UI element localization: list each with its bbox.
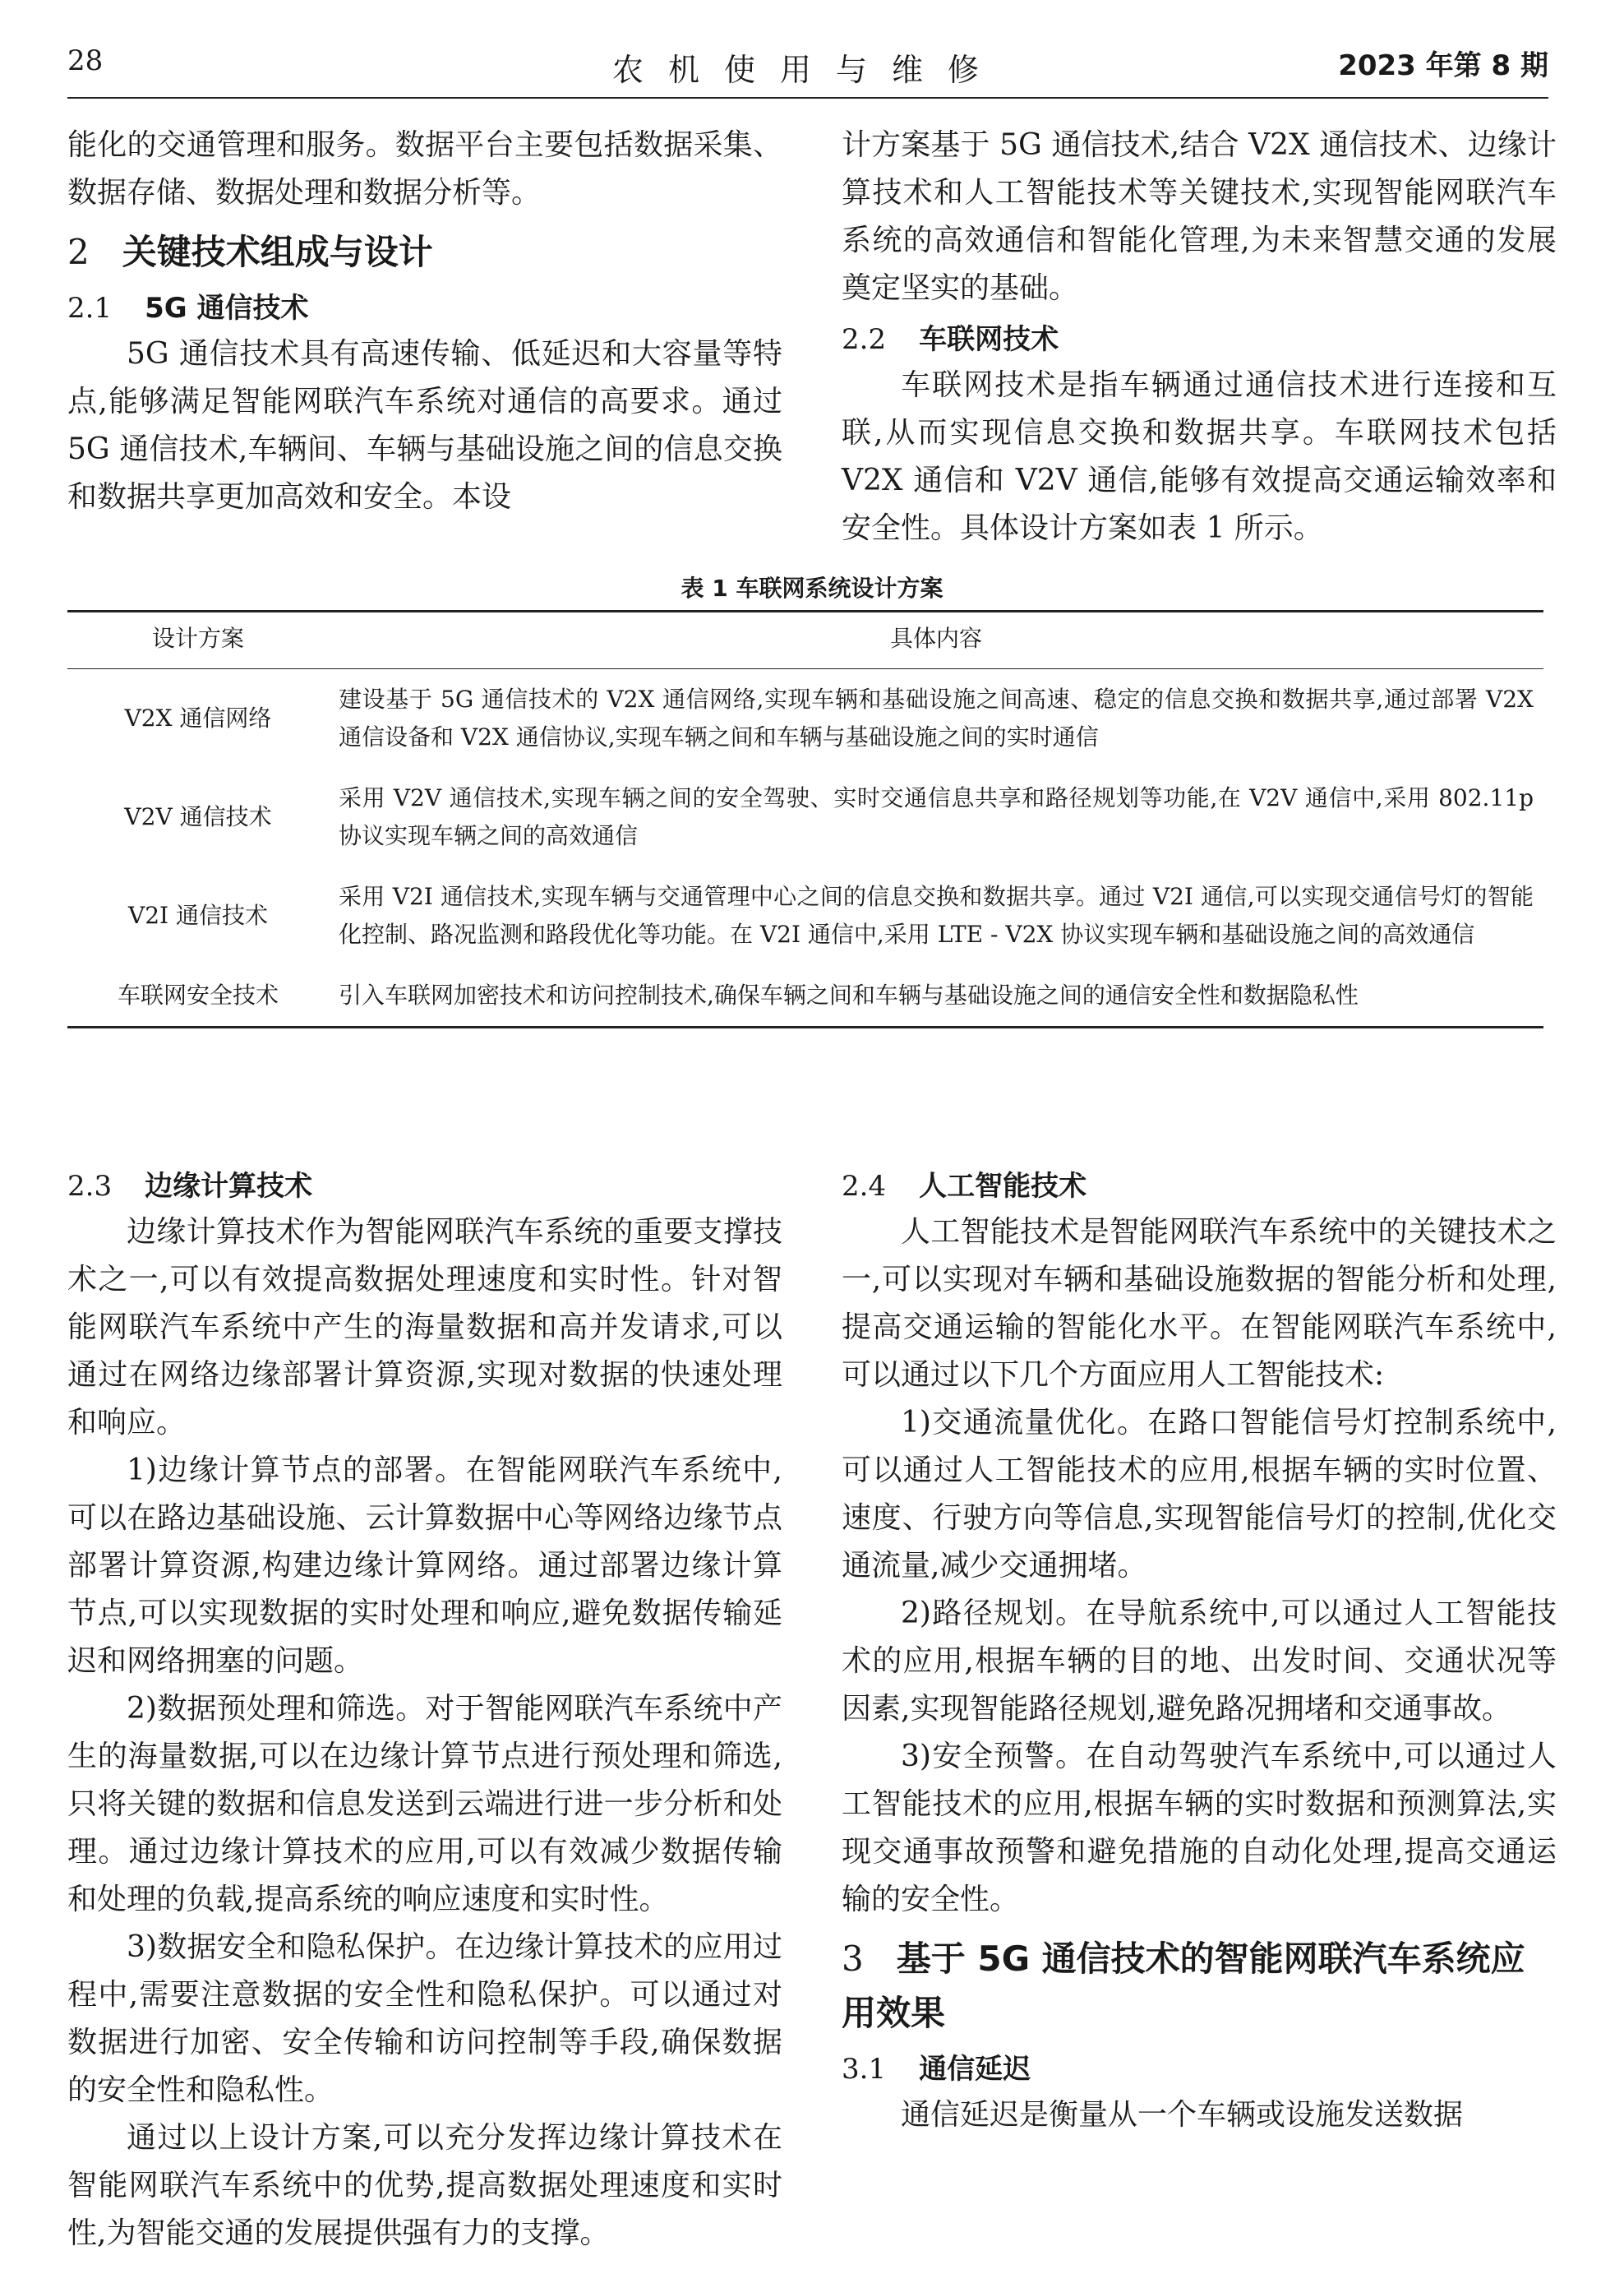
cell-content: 引入车联网加密技术和访问控制技术,确保车辆之间和车辆与基础设施之间的通信安全性和数据隐私性 (329, 965, 1543, 1028)
cell-scheme: 车联网安全技术 (67, 965, 329, 1028)
column-header: 具体内容 (329, 612, 1543, 669)
paragraph: 计方案基于 5G 通信技术,结合 V2X 通信技术、边缘计算技术和人工智能技术等关键技术,实现智能网联汽车系统的高效通信和智能化管理,为未来智慧交通的发展奠定坚实的基础。 (842, 128, 1557, 305)
paragraph: 2)路径规划。在导航系统中,可以通过人工智能技术的应用,根据车辆的目的地、出发时间、交通状况等因素,实现智能路径规划,避免路况拥堵和交通事故。 (842, 1597, 1557, 1726)
column-left-top (67, 122, 782, 521)
subsection-title: 边缘计算技术 (145, 1170, 313, 1203)
table-row (67, 768, 1543, 866)
subsection-heading (67, 1164, 782, 1208)
subsection-title: 人工智能技术 (919, 1170, 1087, 1203)
section-number: 3 (842, 1939, 864, 1979)
subsection-title: 5G 通信技术 (145, 292, 309, 325)
paragraph: 通过以上设计方案,可以充分发挥边缘计算技术在智能网联汽车系统中的优势,提高数据处理速度和实时性,为智能交通的发展提供强有力的支撑。 (67, 2121, 782, 2250)
subsection-number: 3.1 (842, 2053, 887, 2086)
section-heading (842, 1932, 1557, 2040)
subsection-title: 车联网技术 (919, 323, 1059, 356)
table-row (67, 669, 1543, 769)
subsection-number: 2.4 (842, 1170, 887, 1203)
section-number: 2 (67, 232, 90, 272)
column-right-bottom (842, 1159, 1557, 2139)
section-title: 关键技术组成与设计 (122, 232, 433, 272)
design-table (67, 610, 1543, 1028)
running-header (67, 39, 1548, 89)
paragraph: 1)边缘计算节点的部署。在智能网联汽车系统中,可以在路边基础设施、云计算数据中心等网络边缘节点部署计算资源,构建边缘计算网络。通过部署边缘计算节点,可以实现数据的实时处理和响应,避免数据传输延迟和网络拥塞的问题。 (67, 1453, 782, 1678)
table-row (67, 866, 1543, 965)
subsection-number: 2.2 (842, 323, 887, 356)
section-heading (67, 225, 782, 280)
table-caption: 表 1 车联网系统设计方案 (681, 575, 943, 602)
column-header: 设计方案 (67, 612, 329, 669)
paragraph: 2)数据预处理和筛选。对于智能网联汽车系统中产生的海量数据,可以在边缘计算节点进行预处理和筛选,只将关键的数据和信息发送到云端进行进一步分析和处理。通过边缘计算技术的应用,可以有效减少数据传输和处理的负载,提高系统的响应速度和实时性。 (67, 1692, 782, 1916)
cell-content: 采用 V2V 通信技术,实现车辆之间的安全驾驶、实时交通信息共享和路径规划等功能,在 V2V 通信中,采用 802.11p 协议实现车辆之间的高效通信 (339, 784, 1534, 849)
paragraph: 能化的交通管理和服务。数据平台主要包括数据采集、数据存储、数据处理和数据分析等。 (67, 128, 782, 210)
subsection-number: 2.3 (67, 1170, 113, 1203)
column-left-bottom (67, 1159, 782, 2257)
paragraph: 1)交通流量优化。在路口智能信号灯控制系统中,可以通过人工智能技术的应用,根据车辆的实时位置、速度、行驶方向等信息,实现智能信号灯的控制,优化交通流量,减少交通拥堵。 (842, 1406, 1557, 1583)
cell-content: 采用 V2I 通信技术,实现车辆与交通管理中心之间的信息交换和数据共享。通过 V2I 通信,可以实现交通信号灯的智能化控制、路况监测和路段优化等功能。在 V2I 通信中,采用 LTE - V2X 协议实现车辆和基础设施之间的高效通信 (339, 883, 1534, 948)
subsection-heading (67, 286, 782, 330)
cell-scheme: V2X 通信网络 (124, 705, 272, 732)
table-row (67, 965, 1543, 1028)
header-rule (67, 97, 1548, 99)
paragraph: 3)数据安全和隐私保护。在边缘计算技术的应用过程中,需要注意数据的安全性和隐私保护。可以通过对数据进行加密、安全传输和访问控制等手段,确保数据的安全性和隐私性。 (67, 1930, 782, 2107)
subsection-number: 2.1 (67, 292, 113, 325)
subsection-heading (842, 317, 1557, 362)
cell-scheme: V2V 通信技术 (124, 803, 272, 830)
cell-content: 建设基于 5G 通信技术的 V2X 通信网络,实现车辆和基础设施之间高速、稳定的信息交换和数据共享,通过部署 V2X 通信设备和 V2X 通信协议,实现车辆之间和车辆与基础设施之间的实时通信 (339, 686, 1534, 751)
cell-scheme: V2I 通信技术 (128, 902, 268, 929)
paragraph: 边缘计算技术作为智能网联汽车系统的重要支撑技术之一,可以有效提高数据处理速度和实时性。针对智能网联汽车系统中产生的海量数据和高并发请求,可以通过在网络边缘部署计算资源,实现对数据的快速处理和响应。 (67, 1215, 782, 1439)
subsection-title: 通信延迟 (919, 2053, 1031, 2086)
page-number: 28 (67, 44, 104, 77)
section-title: 基于 5G 通信技术的智能网联汽车系统应用效果 (842, 1939, 1525, 2033)
journal-title: 农机使用与维修 (611, 52, 1003, 88)
column-right-top (842, 122, 1557, 552)
paragraph: 车联网技术是指车辆通过通信技术进行连接和互联,从而实现信息交换和数据共享。车联网技术包括 V2X 通信和 V2V 通信,能够有效提高交通运输效率和安全性。具体设计方案如表 1 所示。 (842, 368, 1557, 545)
paragraph: 通信延迟是衡量从一个车辆或设施发送数据 (901, 2098, 1464, 2132)
paragraph: 3)安全预警。在自动驾驶汽车系统中,可以通过人工智能技术的应用,根据车辆的实时数据和预测算法,实现交通事故预警和避免措施的自动化处理,提高交通运输的安全性。 (842, 1740, 1557, 1916)
paragraph: 5G 通信技术具有高速传输、低延迟和大容量等特点,能够满足智能网联汽车系统对通信的高要求。通过 5G 通信技术,车辆间、车辆与基础设施之间的信息交换和数据共享更加高效和安全。本设 (67, 337, 782, 514)
issue-label: 2023 年第 8 期 (1338, 49, 1548, 82)
subsection-heading (842, 1164, 1557, 1208)
subsection-heading (842, 2047, 1557, 2091)
table-header-row (67, 612, 1543, 669)
paragraph: 人工智能技术是智能网联汽车系统中的关键技术之一,可以实现对车辆和基础设施数据的智能分析和处理,提高交通运输的智能化水平。在智能网联汽车系统中,可以通过以下几个方面应用人工智能技术: (842, 1215, 1557, 1392)
